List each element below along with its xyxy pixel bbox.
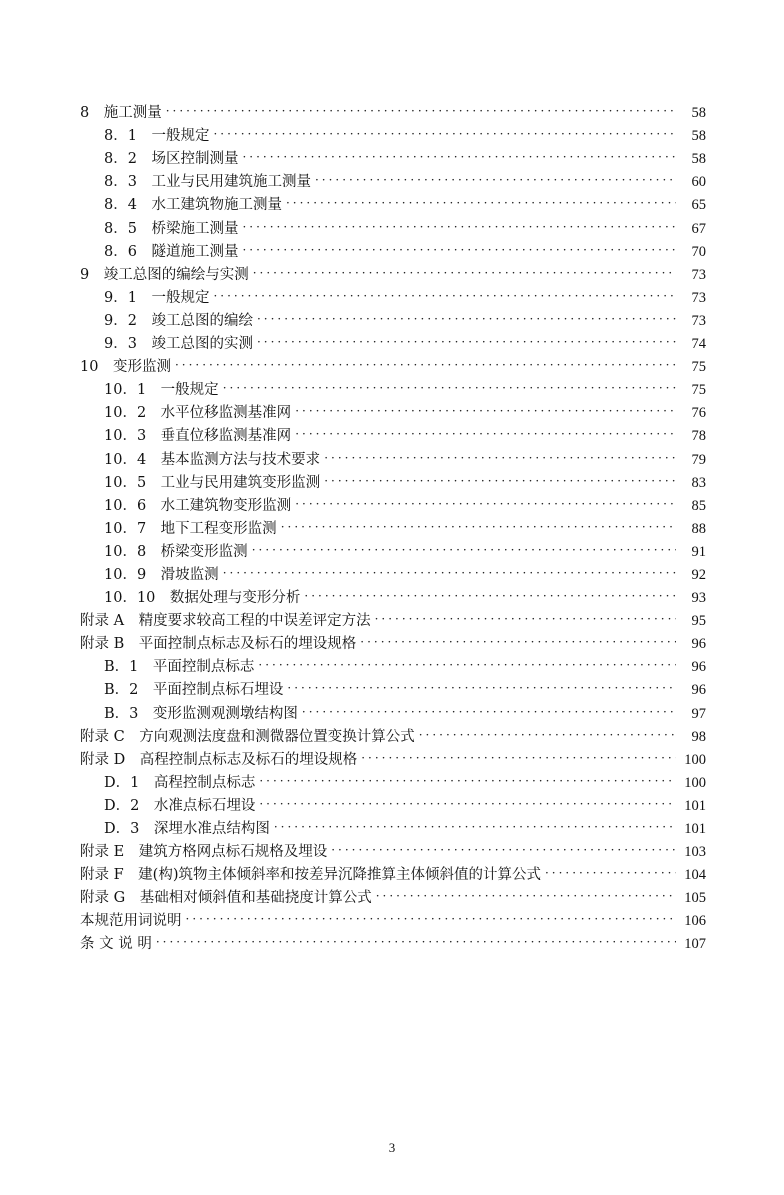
toc-entry[interactable] [80, 239, 706, 262]
dot-leader [545, 863, 676, 885]
toc-entry[interactable] [80, 331, 706, 354]
toc-entry[interactable] [80, 793, 706, 816]
toc-entry[interactable] [80, 100, 706, 123]
dot-leader [259, 771, 676, 793]
toc-entry-page: 93 [691, 590, 706, 607]
toc-entry-title: 条 文 说 明 [80, 936, 152, 953]
toc-entry[interactable] [80, 724, 706, 747]
toc-entry-page: 76 [691, 405, 706, 422]
toc-entry[interactable] [80, 470, 706, 493]
toc-entry-page: 103 [684, 844, 706, 861]
toc-entry[interactable] [80, 446, 706, 469]
toc-entry[interactable] [80, 770, 706, 793]
dot-leader [315, 170, 676, 192]
toc-entry-page: 97 [691, 705, 706, 722]
toc-entry-title: 8．5 桥梁施工测量 [104, 220, 239, 237]
toc-entry-title: 9．3 竣工总图的实测 [104, 336, 253, 353]
dot-leader [242, 240, 676, 262]
toc-entry-title: 10．3 垂直位移监测基准网 [104, 428, 292, 445]
toc-entry-title: D．1 高程控制点标志 [104, 774, 256, 791]
toc-entry-title: 9．2 竣工总图的编绘 [104, 312, 253, 329]
dot-leader [156, 932, 676, 954]
toc-entry[interactable] [80, 146, 706, 169]
toc-entry-title: B．3 变形监测观测墩结构图 [104, 705, 298, 722]
toc-entry-title: 10．4 基本监测方法与技术要求 [104, 451, 321, 468]
toc-entry-page: 96 [691, 659, 706, 676]
toc-entry-title: 8 施工测量 [80, 105, 162, 122]
dot-leader [253, 263, 676, 285]
table-of-contents [80, 100, 706, 954]
toc-entry[interactable] [80, 169, 706, 192]
dot-leader [257, 332, 676, 354]
toc-entry-title: 附录 B 平面控制点标志及标石的埋设规格 [80, 636, 357, 653]
dot-leader [223, 563, 676, 585]
toc-entry-title: 9 竣工总图的编绘与实测 [80, 266, 249, 283]
toc-entry-page: 67 [691, 220, 706, 237]
toc-entry-page: 83 [691, 474, 706, 491]
toc-entry-page: 73 [691, 289, 706, 306]
toc-entry-page: 96 [691, 682, 706, 699]
toc-entry-page: 78 [691, 428, 706, 445]
toc-entry-page: 73 [691, 312, 706, 329]
dot-leader [375, 609, 676, 631]
dot-leader [324, 471, 676, 493]
dot-leader [166, 101, 676, 123]
toc-entry-title: 10．9 滑坡监测 [104, 566, 219, 583]
toc-entry-page: 98 [691, 728, 706, 745]
toc-entry[interactable] [80, 931, 706, 954]
toc-entry[interactable] [80, 215, 706, 238]
toc-entry[interactable] [80, 285, 706, 308]
toc-entry-page: 107 [684, 936, 706, 953]
toc-entry[interactable] [80, 562, 706, 585]
dot-leader [274, 817, 676, 839]
dot-leader [213, 124, 676, 146]
toc-entry-page: 101 [684, 797, 706, 814]
toc-entry-title: 附录 G 基础相对倾斜值和基础挠度计算公式 [80, 890, 372, 907]
dot-leader [286, 193, 676, 215]
dot-leader [304, 586, 676, 608]
toc-entry-page: 60 [691, 174, 706, 191]
toc-entry[interactable] [80, 539, 706, 562]
toc-entry[interactable] [80, 908, 706, 931]
toc-entry-page: 105 [684, 890, 706, 907]
dot-leader [258, 655, 676, 677]
toc-entry-title: 10．7 地下工程变形监测 [104, 520, 277, 537]
dot-leader [302, 702, 676, 724]
toc-entry-title: 10．2 水平位移监测基准网 [104, 405, 292, 422]
toc-entry[interactable] [80, 677, 706, 700]
toc-entry-title: B．2 平面控制点标石埋设 [104, 682, 284, 699]
toc-entry-page: 58 [691, 105, 706, 122]
dot-leader [223, 378, 676, 400]
toc-entry[interactable] [80, 700, 706, 723]
toc-entry-page: 65 [691, 197, 706, 214]
toc-entry-page: 96 [691, 636, 706, 653]
toc-entry[interactable] [80, 400, 706, 423]
toc-entry-title: 本规范用词说明 [80, 913, 182, 930]
toc-entry-page: 79 [691, 451, 706, 468]
toc-entry[interactable] [80, 308, 706, 331]
toc-entry-title: 附录 E 建筑方格网点标石规格及埋设 [80, 844, 328, 861]
toc-entry-title: 8．3 工业与民用建筑施工测量 [104, 174, 311, 191]
toc-entry[interactable] [80, 608, 706, 631]
toc-entry[interactable] [80, 192, 706, 215]
dot-leader [186, 909, 677, 931]
dot-leader [361, 748, 676, 770]
toc-entry-page: 106 [684, 913, 706, 930]
toc-entry-title: D．3 深埋水准点结构图 [104, 821, 270, 837]
toc-entry-title: 10．10 数据处理与变形分析 [104, 590, 301, 607]
toc-entry[interactable] [80, 493, 706, 516]
toc-entry-title: 附录 C 方向观测法度盘和测微器位置变换计算公式 [80, 728, 415, 745]
toc-entry[interactable] [80, 839, 706, 862]
toc-entry-title: B．1 平面控制点标志 [104, 659, 255, 676]
toc-entry[interactable] [80, 585, 706, 608]
dot-leader [242, 147, 676, 169]
toc-entry-page: 104 [684, 867, 706, 884]
toc-entry-page: 88 [691, 520, 706, 537]
toc-entry[interactable] [80, 354, 706, 377]
toc-entry-title: 附录 A 精度要求较高工程的中误差评定方法 [80, 613, 371, 630]
toc-entry-title: 8．4 水工建筑物施工测量 [104, 197, 282, 214]
dot-leader [213, 286, 676, 308]
dot-leader [252, 540, 676, 562]
toc-entry-title: 10 变形监测 [80, 359, 171, 376]
toc-entry[interactable] [80, 654, 706, 677]
toc-entry-page: 75 [691, 359, 706, 376]
dot-leader [242, 217, 676, 239]
dot-leader [287, 678, 676, 700]
toc-entry[interactable] [80, 262, 706, 285]
toc-entry-title: 8．2 场区控制测量 [104, 151, 239, 168]
toc-entry-page: 75 [691, 382, 706, 399]
toc-entry-title: 8．6 隧道施工测量 [104, 243, 239, 260]
dot-leader [360, 632, 676, 654]
dot-leader [295, 494, 676, 516]
toc-entry-title: 附录 D 高程控制点标志及标石的埋设规格 [80, 751, 358, 768]
page-number: 3 [388, 1140, 396, 1155]
toc-entry-title: 10．5 工业与民用建筑变形监测 [104, 474, 321, 491]
toc-entry-page: 100 [684, 751, 706, 768]
dot-leader [295, 401, 676, 423]
toc-entry-title: 10．6 水工建筑物变形监测 [104, 497, 292, 514]
toc-entry[interactable] [80, 631, 706, 654]
toc-entry-title: 8．1 一般规定 [104, 128, 210, 145]
dot-leader [419, 725, 676, 747]
toc-entry-page: 73 [691, 266, 706, 283]
toc-entry[interactable] [80, 423, 706, 446]
toc-entry-page: 85 [691, 497, 706, 514]
toc-entry[interactable] [80, 862, 706, 885]
dot-leader [376, 886, 676, 908]
toc-entry[interactable] [80, 816, 706, 839]
toc-entry[interactable] [80, 516, 706, 539]
toc-entry-title: 附录 F 建(构)筑物主体倾斜率和按差异沉降推算主体倾斜值的计算公式 [80, 867, 541, 884]
toc-entry-page: 70 [691, 243, 706, 260]
dot-leader [257, 309, 676, 331]
toc-entry-page: 92 [691, 566, 706, 583]
dot-leader [259, 794, 676, 816]
dot-leader [281, 517, 676, 539]
toc-entry[interactable] [80, 747, 706, 770]
toc-entry[interactable] [80, 123, 706, 146]
toc-entry-page: 74 [691, 336, 706, 353]
toc-entry-page: 95 [691, 613, 706, 630]
toc-entry-page: 100 [684, 774, 706, 791]
dot-leader [175, 355, 676, 377]
toc-entry-title: 10．1 一般规定 [104, 382, 219, 399]
toc-entry[interactable] [80, 885, 706, 908]
toc-entry-page: 91 [691, 543, 706, 560]
toc-entry[interactable] [80, 377, 706, 400]
dot-leader [324, 448, 676, 470]
toc-entry-page: 58 [691, 128, 706, 145]
toc-entry-title: D．2 水准点标石埋设 [104, 797, 256, 814]
toc-entry-title: 10．8 桥梁变形监测 [104, 543, 248, 560]
toc-entry-title: 9．1 一般规定 [104, 289, 210, 306]
dot-leader [295, 424, 676, 446]
toc-entry-page: 101 [684, 821, 706, 837]
toc-entry-page: 58 [691, 151, 706, 168]
dot-leader [331, 840, 676, 862]
